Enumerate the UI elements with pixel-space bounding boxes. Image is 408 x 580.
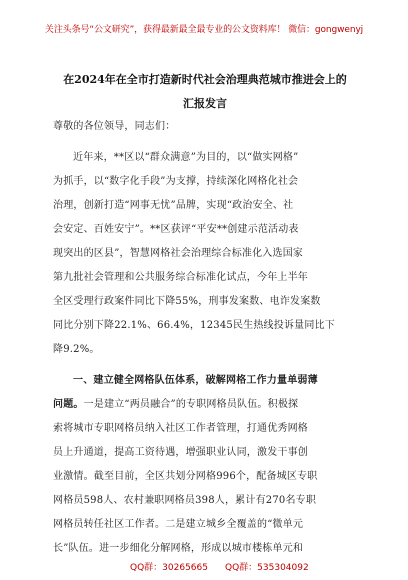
document-title-line-2: 汇报发言 — [183, 97, 227, 110]
body-line: 第九批社会管理和公共服务综合标准化试点，今年上半年 — [53, 272, 308, 283]
body-line: 会安定、百姓安宁”。**区获评“平安**创建示范活动表 — [53, 224, 299, 235]
body-line: 治理，创新打造“网事无忧”品牌，实现“政治安全、社 — [53, 200, 294, 211]
body-line: 员上升通道，提高工资待遇，增强职业认同，激发干事创 — [53, 447, 308, 458]
footer-qq-group-2: QQ群：535304092 — [225, 563, 309, 573]
body-line: 近年来，**区以“群众满意”为目的，以“做实网格” — [73, 152, 299, 163]
footer-qq-group-1: QQ群：30265665 — [130, 563, 208, 573]
body-line: 降9.2%。 — [53, 344, 100, 355]
salutation: 尊敬的各位领导，同志们： — [53, 121, 176, 132]
body-line: 全区受理行政案件同比下降55%，刑事发案数、电诈发案数 — [53, 296, 321, 307]
body-line: 为抓手，以“数字化手段”为支撑，持续深化网格化社会 — [53, 176, 299, 187]
section-heading-1: 一、建立健全网格队伍体系，破解网格工作力量单弱薄 — [73, 375, 318, 386]
body-line — [53, 398, 355, 412]
body-line: 现突出的区县”，智慧网格社会治理综合标准化入选国家 — [53, 248, 304, 259]
body-line: 网格员转任社区工作者。二是建立城乡全覆盖的“微单元 — [53, 519, 304, 530]
top-banner: 关注头条号“公文研究”，获得最新最全最专业的公文资料库！ 微信：gongwenyj — [44, 25, 364, 35]
document-title-line-1: 在2024年在全市打造新时代社会治理典范城市推进会上的 — [63, 73, 347, 86]
body-line-rest: 一是建立“两员融合”的专职网格员队伍。积极探 — [83, 399, 299, 410]
body-line: 网格员598人、农村兼职网格员398人，累计有270名专职 — [53, 495, 317, 506]
body-line: 长”队伍。进一步细化分解网格，形成以城市楼栋单元和 — [53, 543, 304, 554]
body-line: 同比分别下降22.1%、66.4%，12345民生热线投诉量同比下 — [53, 320, 335, 331]
body-line: 业激情。截至目前，全区共划分网格996个，配备城区专职 — [53, 471, 318, 482]
body-line: 索将城市专职网格员纳入社区工作者管理，打通优秀网格 — [53, 423, 308, 434]
section-heading-1-end: 问题。 — [53, 399, 84, 410]
